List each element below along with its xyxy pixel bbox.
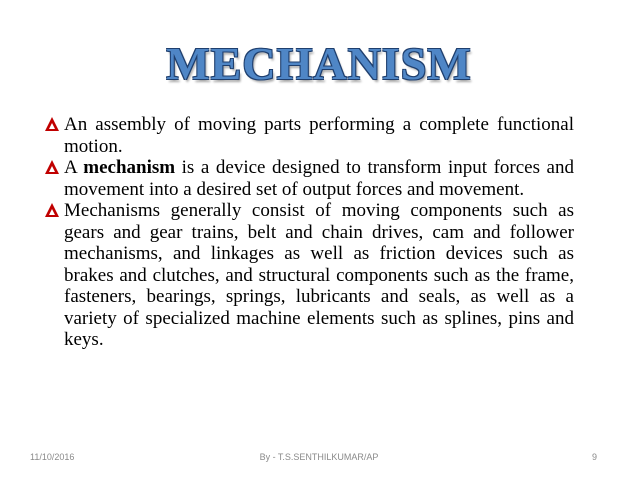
footer-page-number: 9	[592, 452, 598, 462]
bullet-text: An assembly of moving parts performing a complete functional motion.	[64, 114, 574, 157]
triangle-bullet-icon	[44, 115, 60, 133]
footer-author: By - T.S.SENTHILKUMAR/AP	[259, 452, 379, 462]
bullet-item	[44, 114, 574, 157]
bullet-text-suffix: is a device designed to transform input forces and movement into a desired set of output forces and movement.	[64, 157, 574, 200]
bullet-text-prefix: A	[64, 157, 84, 178]
slide-title: MECHANISM	[166, 38, 472, 89]
bullet-item	[44, 157, 574, 200]
bullet-text-bold: mechanism	[83, 157, 176, 178]
footer-date: 11/10/2016	[30, 452, 75, 462]
bullet-list	[44, 114, 574, 351]
triangle-bullet-icon	[44, 201, 60, 219]
triangle-bullet-icon	[44, 158, 60, 176]
bullet-text	[64, 157, 574, 200]
bullet-text: Mechanisms generally consist of moving components such as gears and gear trains, belt and chain drives, cam and follower mechanisms, and linkages as well as friction devices such as brakes and clutches, and structural components such as the frame, fasteners, bearings, springs, lubricants and seals, as well as a variety of specialized machine elements such as splines, pins and keys.	[64, 200, 574, 350]
bullet-item	[44, 200, 574, 351]
